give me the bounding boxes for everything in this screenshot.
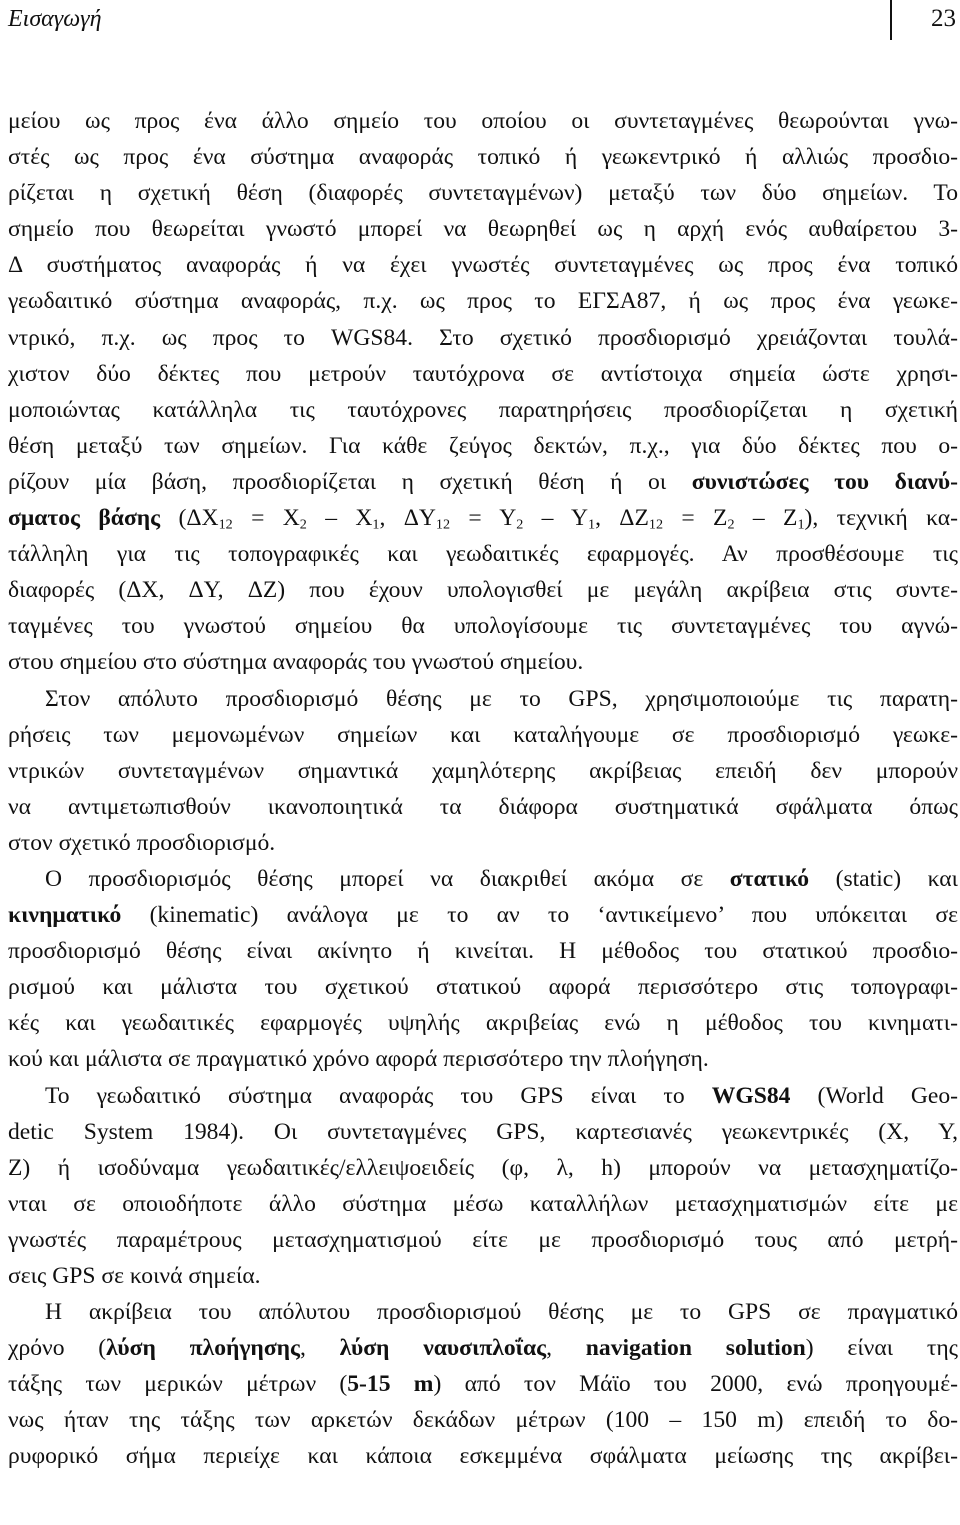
text-line: Z) ή ισοδύναμα γεωδαιτικές/ελλειψοειδείς (φ, λ, h) μπορούν να μετασχηματίζο- bbox=[8, 1154, 958, 1181]
paragraph-absolute-positioning bbox=[8, 681, 958, 861]
formula-text: = Z bbox=[663, 505, 728, 532]
body-text bbox=[8, 103, 958, 1475]
subscript: 1 bbox=[797, 516, 805, 533]
text-run: τάξης των μερικών μέτρων ( bbox=[8, 1371, 348, 1398]
text-line: νται σε οποιοδήποτε άλλο σύστημα μέσω καταλλήλων μετασχηματισμών είτε με bbox=[8, 1190, 958, 1217]
text-line: θέση μεταξύ των σημείων. Για κάθε ζεύγος δεκτών, π.χ., για δύο δέκτες που ο- bbox=[8, 432, 958, 459]
header-divider bbox=[890, 0, 892, 40]
text-line: γεωδαιτικό σύστημα αναφοράς, π.χ. ως προς το ΕΓΣΑ87, ή ως προς ένα γεωκε- bbox=[8, 288, 958, 315]
page-header bbox=[0, 0, 960, 44]
formula-text: = Y bbox=[450, 505, 517, 532]
bold-term-navigation-solution-gr-2: λύση ναυσιπλοΐας bbox=[339, 1335, 547, 1362]
text-line: Στον απόλυτο προσδιορισμό θέσης με το GPS, χρησιμοποιούμε τις παρατη- bbox=[45, 685, 958, 712]
paragraph-relative-positioning bbox=[8, 103, 958, 681]
bold-term-baseline-components: συνιστώσες του διανύ- bbox=[691, 468, 958, 495]
formula-text: = X bbox=[232, 505, 300, 532]
bold-term-navigation-solution: navigation solution bbox=[585, 1335, 806, 1362]
subscript: 1 bbox=[372, 516, 380, 533]
subscript: 2 bbox=[516, 516, 524, 533]
bold-accuracy-range: 5-15 m bbox=[347, 1371, 434, 1398]
text-line: στον σχετικό προσδιορισμό. bbox=[8, 829, 276, 856]
text-run: ) είναι της bbox=[805, 1335, 958, 1362]
text-line: ρίζεται η σχετική θέση (διαφορές συντεταγμένων) μεταξύ των δύο σημείων. Το bbox=[8, 180, 958, 207]
running-head-chapter: Εισαγωγή bbox=[8, 6, 102, 32]
subscript: 12 bbox=[435, 516, 451, 533]
text-line: στές ως προς ένα σύστημα αναφοράς τοπικό ή γεωκεντρικό ή αλλιώς προσδιο- bbox=[8, 144, 958, 171]
text-line bbox=[8, 1330, 958, 1366]
text-line bbox=[8, 897, 958, 933]
text-line: ντρικό, π.χ. ως προς το WGS84. Στο σχετικό προσδιορισμό χρειάζονται τουλά- bbox=[8, 324, 958, 351]
text-line: ρισμού και μάλιστα του σχετικού στατικού αφορά περισσότερο στις τοπογραφι- bbox=[8, 974, 958, 1001]
text-line: χιστον δύο δέκτες που μετρούν ταυτόχρονα σε αντίστοιχα σημεία ώστε χρησι- bbox=[8, 360, 958, 387]
text-run: Το γεωδαιτικό σύστημα αναφοράς του GPS είναι το bbox=[45, 1082, 712, 1109]
text-line: διαφορές (ΔX, ΔY, ΔZ) που έχουν υπολογισθεί με μεγάλη ακρίβεια στις συντε- bbox=[8, 577, 958, 604]
text-line: κού και μάλιστα σε πραγματικό χρόνο αφορά περισσότερο την πλοήγηση. bbox=[8, 1046, 709, 1073]
text-line bbox=[8, 500, 958, 536]
bold-term-static: στατικό bbox=[729, 865, 810, 892]
subscript: 2 bbox=[299, 516, 307, 533]
subscript: 12 bbox=[648, 516, 664, 533]
text-line: μείου ως προς ένα άλλο σημείο του οποίου οι συντεταγμένες θεωρούνται γνω- bbox=[8, 108, 958, 134]
bold-term-wgs84: WGS84 bbox=[711, 1082, 791, 1109]
text-line: τάλληλη για τις τοπογραφικές και γεωδαιτικές εφαρμογές. Αν προσθέσουμε τις bbox=[8, 541, 958, 568]
text-line bbox=[8, 464, 958, 500]
text-run: ), τεχνική κα- bbox=[804, 505, 958, 532]
text-line: ρυφορικό σήμα περιείχε και κάποια εσκεμμένα σφάλματα μείωσης της ακρίβει- bbox=[8, 1443, 958, 1470]
page-number: 23 bbox=[931, 5, 956, 32]
text-line bbox=[8, 861, 958, 897]
text-line: σημείο που θεωρείται γνωστό μπορεί να θεωρηθεί ως η αρχή ενός αυθαίρετου 3- bbox=[8, 216, 958, 243]
text-line bbox=[8, 1366, 958, 1402]
text-line: να αντιμετωπισθούν ικανοποιητικά τα διάφορα συστηματικά σφάλματα όπως bbox=[8, 793, 958, 820]
text-run: χρόνο ( bbox=[8, 1335, 107, 1362]
text-line: ταγμένες του γνωστού σημείου θα υπολογίσουμε τις συντεταγμένες του αγνώ- bbox=[8, 613, 958, 640]
text-line: ντρικών συντεταγμένων σημαντικά χαμηλότερης ακρίβειας επειδή δεν μπορούν bbox=[8, 757, 958, 784]
text-run: Ο προσδιορισμός θέσης μπορεί να διακριθεί ακόμα σε bbox=[45, 865, 730, 892]
formula-text: – Z bbox=[734, 505, 798, 532]
text-run: , bbox=[546, 1335, 586, 1362]
text-run: ) από τον Μάϊο του 2000, ενώ προηγουμέ- bbox=[433, 1371, 958, 1398]
formula-text: , ΔZ bbox=[595, 505, 649, 532]
bold-term-navigation-solution-gr: λύση πλοήγησης bbox=[106, 1335, 301, 1362]
subscript: 2 bbox=[727, 516, 735, 533]
text-run: (World Geo- bbox=[790, 1082, 958, 1109]
text-line: σεις GPS σε κοινά σημεία. bbox=[8, 1263, 261, 1289]
text-run: , bbox=[300, 1335, 340, 1362]
text-line: γνωστές παραμέτρους μετασχηματισμού είτε με προσδιορισμό τους από μετρή- bbox=[8, 1226, 958, 1253]
paragraph-accuracy bbox=[8, 1294, 958, 1474]
subscript: 1 bbox=[587, 516, 596, 533]
bold-term-baseline: σματος βάσης bbox=[8, 505, 161, 532]
text-line: detic System 1984). Οι συντεταγμένες GPS, καρτεσιανές γεωκεντρικές (X, Y, bbox=[8, 1118, 958, 1145]
formula-text: – X bbox=[306, 505, 373, 532]
paragraph-wgs84 bbox=[8, 1078, 958, 1295]
text-line: προσδιορισμό θέσης είναι ακίνητο ή κινείται. Η μέθοδος του στατικού προσδιο- bbox=[8, 938, 958, 965]
text-line bbox=[8, 1078, 958, 1114]
text-run: (kinematic) ανάλογα με το αν το ‘αντικείμενο’ που υπόκειται σε bbox=[121, 902, 958, 929]
subscript: 12 bbox=[218, 516, 233, 533]
formula-text: – Y bbox=[523, 505, 588, 532]
bold-term-kinematic: κινηματικό bbox=[8, 902, 122, 929]
text-run: ρίζουν μία βάση, προσδιορίζεται η σχετική θέση ή οι bbox=[8, 468, 692, 495]
formula-text: (ΔX bbox=[160, 505, 219, 532]
paragraph-static-kinematic bbox=[8, 861, 958, 1078]
text-run: (static) και bbox=[809, 865, 958, 892]
text-line: ρήσεις των μεμονωμένων σημείων και καταλήγουμε σε προσδιορισμό γεωκε- bbox=[8, 721, 958, 748]
text-line: Δ συστήματος αναφοράς ή να έχει γνωστές συντεταγμένες ως προς ένα τοπικό bbox=[8, 252, 958, 279]
text-line: κές και γεωδαιτικές εφαρμογές υψηλής ακριβείας ενώ η μέθοδος του κινηματι- bbox=[8, 1010, 958, 1037]
text-line: νως ήταν της τάξης των αρκετών δεκάδων μέτρων (100 – 150 m) επειδή το δο- bbox=[8, 1407, 958, 1434]
formula-text: , ΔY bbox=[379, 505, 436, 532]
text-line: μοποιώντας κατάλληλα τις ταυτόχρονες παρατηρήσεις προσδιορίζεται η σχετική bbox=[8, 396, 958, 423]
text-line: στου σημείου στο σύστημα αναφοράς του γνωστού σημείου. bbox=[8, 649, 584, 676]
text-line: Η ακρίβεια του απόλυτου προσδιορισμού θέσης με το GPS σε πραγματικό bbox=[45, 1299, 958, 1326]
